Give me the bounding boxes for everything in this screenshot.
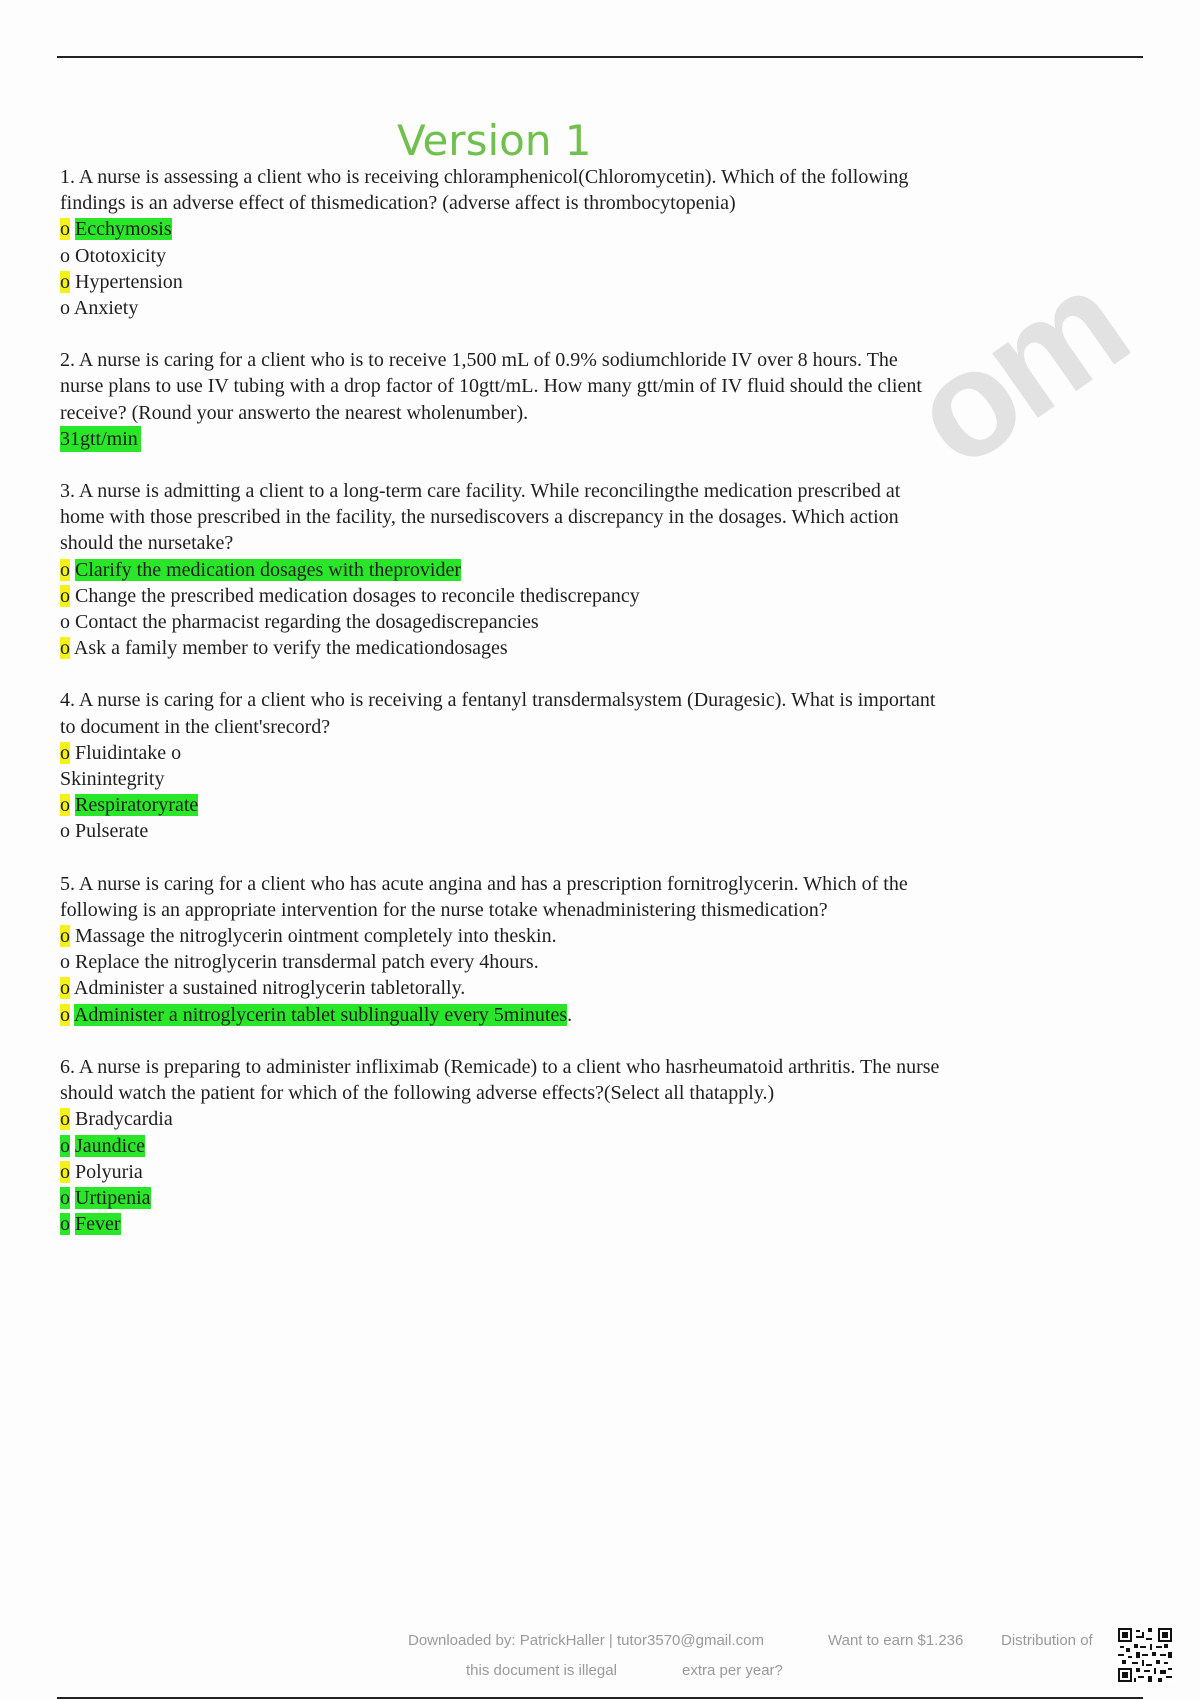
option-text: Replace the nitroglycerin transdermal patch every 4hours.: [75, 951, 539, 974]
option-text: Jaundice: [75, 1134, 145, 1157]
option-bullet: o: [60, 558, 70, 581]
answer-option: [60, 766, 940, 792]
question-stem: 1. A nurse is assessing a client who is receiving chloramphenicol(Chloromycetin). Which of the following findings is an adverse effect of thismedication? (adverse affect is thrombocytopenia): [60, 166, 909, 215]
option-text: Skinintegrity: [60, 768, 165, 791]
option-bullet: o: [60, 1003, 70, 1026]
option-text: Fluidintake o: [75, 741, 182, 764]
answer-option: [60, 557, 940, 583]
option-bullet: o: [60, 244, 70, 267]
answer-option: [60, 923, 940, 949]
option-suffix: .: [567, 1003, 573, 1026]
answer-option: [60, 216, 940, 242]
answer-option: [60, 740, 940, 766]
answer-option: [60, 1185, 940, 1211]
option-bullet: o: [60, 977, 70, 1000]
answer-option: [60, 635, 940, 661]
option-bullet: o: [60, 611, 70, 634]
question-6: [60, 1054, 940, 1237]
bottom-rule: [57, 1697, 1143, 1699]
option-text: Contact the pharmacist regarding the dosagediscrepancies: [75, 611, 539, 634]
option-bullet: o: [60, 270, 70, 293]
question-1: [60, 164, 940, 321]
qr-code-icon[interactable]: [1118, 1628, 1172, 1682]
option-text: Ototoxicity: [75, 244, 167, 267]
answer-option: [60, 269, 940, 295]
option-bullet: o: [60, 584, 70, 607]
answer-option: [60, 295, 940, 321]
option-bullet: o: [60, 1134, 70, 1157]
option-bullet: o: [60, 297, 70, 320]
option-text: Urtipenia: [75, 1186, 151, 1209]
option-bullet: o: [60, 794, 70, 817]
option-text: Anxiety: [73, 297, 139, 320]
question-stem: 5. A nurse is caring for a client who has acute angina and has a prescription fornitroglycerin. Which of the following is an appropriate intervention for the nurse totake whenadministering thismedication?: [60, 872, 908, 921]
option-text: Administer a sustained nitroglycerin tabletorally.: [73, 977, 466, 1000]
option-bullet: o: [60, 218, 70, 241]
page-title: Version 1: [397, 116, 592, 165]
question-stem: 3. A nurse is admitting a client to a long-term care facility. While reconcilingthe medication prescribed at home with those prescribed in the facility, the nursediscovers a discrepancy in the dosages. Which action should the nursetake?: [60, 480, 901, 555]
answer-option: [60, 1002, 940, 1028]
footer-downloaded-by: Downloaded by: PatrickHaller | tutor3570@gmail.com: [408, 1632, 764, 1649]
option-bullet: o: [60, 1160, 70, 1183]
option-text: Respiratoryrate: [75, 794, 199, 817]
footer-distribution-line2: this document is illegal: [466, 1662, 617, 1679]
answer-option: [60, 1133, 940, 1159]
option-text: Ecchymosis: [75, 218, 172, 241]
question-5: [60, 871, 940, 1028]
footer-earn-line2: extra per year?: [682, 1662, 783, 1679]
option-bullet: o: [60, 820, 70, 843]
option-text: Polyuria: [75, 1160, 143, 1183]
question-stem: 2. A nurse is caring for a client who is to receive 1,500 mL of 0.9% sodiumchloride IV over 8 hours. The nurse plans to use IV tubing with a drop factor of 10gtt/mL. How many gtt/min of IV fluid should the client receive? (Round your answerto the nearest wholenumber).: [60, 349, 922, 424]
option-text: Bradycardia: [75, 1108, 173, 1131]
option-text: Clarify the medication dosages with theprovider: [75, 558, 462, 581]
top-rule: [57, 56, 1143, 58]
option-text: Administer a nitroglycerin tablet sublingually every 5minutes: [73, 1003, 568, 1026]
answer-option: [60, 243, 940, 269]
option-text: Fever: [75, 1213, 121, 1236]
answer-option: [60, 1211, 940, 1237]
option-text: Hypertension: [75, 270, 183, 293]
footer-distribution-line1: Distribution of: [1001, 1632, 1093, 1649]
answer-option: [60, 583, 940, 609]
watermark: om: [881, 239, 1152, 500]
answer-option: [60, 609, 940, 635]
answer-option: [60, 949, 940, 975]
answer-option: [60, 975, 940, 1001]
question-list: [60, 164, 940, 1263]
option-text: Massage the nitroglycerin ointment completely into theskin.: [75, 925, 557, 948]
answer-option: [60, 1159, 940, 1185]
option-bullet: o: [60, 1186, 70, 1209]
option-bullet: o: [60, 1213, 70, 1236]
option-bullet: o: [60, 951, 70, 974]
answer-option: [60, 1106, 940, 1132]
option-bullet: o: [60, 741, 70, 764]
option-text: Pulserate: [75, 820, 149, 843]
option-text: Ask a family member to verify the medicationdosages: [73, 637, 508, 660]
question-4: [60, 687, 940, 844]
question-2: [60, 347, 940, 452]
answer-option: [60, 818, 940, 844]
option-bullet: o: [60, 1108, 70, 1131]
question-3: [60, 478, 940, 661]
option-text: Change the prescribed medication dosages to reconcile thediscrepancy: [75, 584, 640, 607]
answer-highlight: 31gtt/min: [60, 426, 141, 452]
option-bullet: o: [60, 637, 70, 660]
footer-earn-line1: Want to earn $1.236: [828, 1632, 964, 1649]
question-stem: 4. A nurse is caring for a client who is receiving a fentanyl transdermalsystem (Duragesic). What is important to document in the client'srecord?: [60, 689, 936, 738]
option-bullet: o: [60, 925, 70, 948]
question-stem: 6. A nurse is preparing to administer infliximab (Remicade) to a client who hasrheumatoid arthritis. The nurse should watch the patient for which of the following adverse effects?(Select all thatapply.): [60, 1055, 940, 1105]
answer-option: [60, 792, 940, 818]
